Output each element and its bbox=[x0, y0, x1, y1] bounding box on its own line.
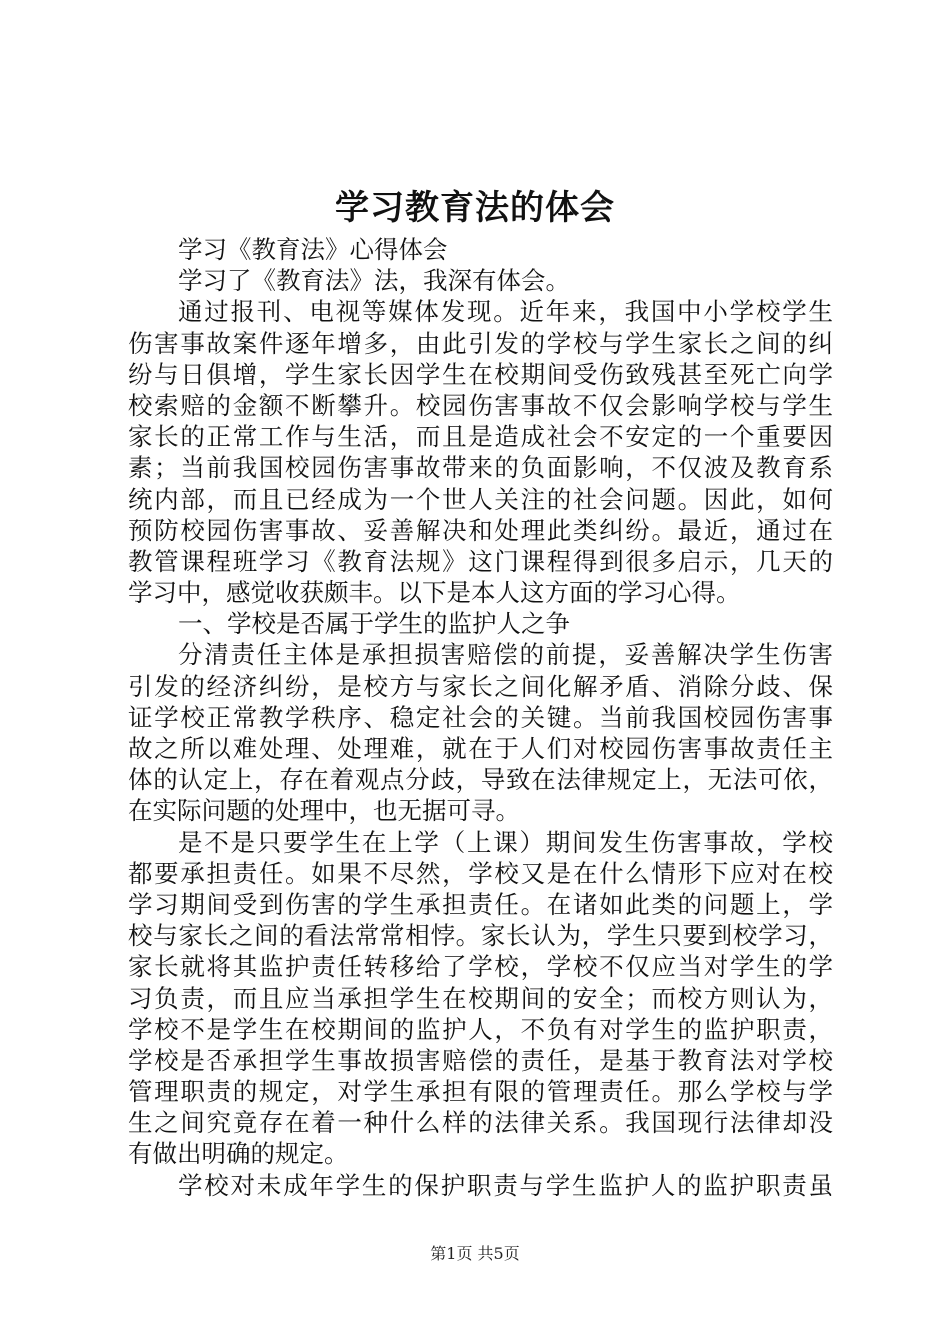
text-line: 学习《教育法》心得体会 bbox=[178, 235, 448, 264]
text-line: 学校对未成年学生的保护职责与学生监护人的监护职责虽 bbox=[178, 1170, 833, 1200]
text-line: 生之间究竟存在着一种什么样的法律关系。我国现行法律却没 bbox=[128, 1108, 833, 1138]
text-line: 校与家长之间的看法常常相悖。家长认为，学生只要到校学习， bbox=[128, 921, 833, 951]
document-body bbox=[128, 234, 833, 1201]
text-line: 纷与日俱增，学生家长因学生在校期间受伤致残甚至死亡向学 bbox=[128, 359, 833, 389]
text-line: 引发的经济纠纷，是校方与家长之间化解矛盾、消除分歧、保 bbox=[128, 671, 833, 701]
text-line: 证学校正常教学秩序、稳定社会的关键。当前我国校园伤害事 bbox=[128, 702, 833, 732]
text-line: 教管课程班学习《教育法规》这门课程得到很多启示，几天的 bbox=[128, 546, 833, 576]
text-line: 有做出明确的规定。 bbox=[128, 1139, 349, 1169]
text-line: 统内部，而且已经成为一个世人关注的社会问题。因此，如何 bbox=[128, 484, 833, 514]
text-line: 一、学校是否属于学生的监护人之争 bbox=[178, 609, 570, 639]
text-line: 学习了《教育法》法，我深有体会。 bbox=[178, 266, 570, 296]
text-line: 通过报刊、电视等媒体发现。近年来，我国中小学校学生 bbox=[178, 297, 833, 327]
text-line: 故之所以难处理、处理难，就在于人们对校园伤害事故责任主 bbox=[128, 734, 833, 763]
text-line: 学习期间受到伤害的学生承担责任。在诸如此类的问题上，学 bbox=[128, 889, 833, 919]
text-line: 分清责任主体是承担损害赔偿的前提，妥善解决学生伤害 bbox=[178, 640, 833, 670]
text-line: 家长的正常工作与生活，而且是造成社会不安定的一个重要因 bbox=[128, 422, 833, 452]
text-line: 素；当前我国校园伤害事故带来的负面影响，不仅波及教育系 bbox=[128, 453, 833, 483]
text-line: 在实际问题的处理中，也无据可寻。 bbox=[128, 796, 520, 826]
text-line: 体的认定上，存在着观点分歧，导致在法律规定上，无法可依， bbox=[128, 765, 833, 795]
text-line: 都要承担责任。如果不尽然，学校又是在什么情形下应对在校 bbox=[128, 858, 833, 888]
text-line: 管理职责的规定，对学生承担有限的管理责任。那么学校与学 bbox=[128, 1077, 833, 1107]
text-line: 预防校园伤害事故、妥善解决和处理此类纠纷。最近，通过在 bbox=[128, 515, 833, 545]
text-line: 学校是否承担学生事故损害赔偿的责任，是基于教育法对学校 bbox=[128, 1045, 833, 1075]
text-line: 伤害事故案件逐年增多，由此引发的学校与学生家长之间的纠 bbox=[128, 328, 833, 358]
document-title: 学习教育法的体会 bbox=[335, 188, 615, 228]
text-line: 习负责，而且应当承担学生在校期间的安全；而校方则认为， bbox=[128, 983, 833, 1013]
page-footer: 第1页 共5页 bbox=[430, 1244, 520, 1263]
text-line: 是不是只要学生在上学（上课）期间发生伤害事故，学校 bbox=[178, 827, 833, 857]
text-line: 学习中，感觉收获颇丰。以下是本人这方面的学习心得。 bbox=[128, 578, 741, 608]
text-line: 家长就将其监护责任转移给了学校，学校不仅应当对学生的学 bbox=[128, 952, 833, 982]
text-line: 校索赔的金额不断攀升。校园伤害事故不仅会影响学校与学生 bbox=[128, 390, 833, 420]
text-line: 学校不是学生在校期间的监护人，不负有对学生的监护职责， bbox=[128, 1014, 833, 1044]
